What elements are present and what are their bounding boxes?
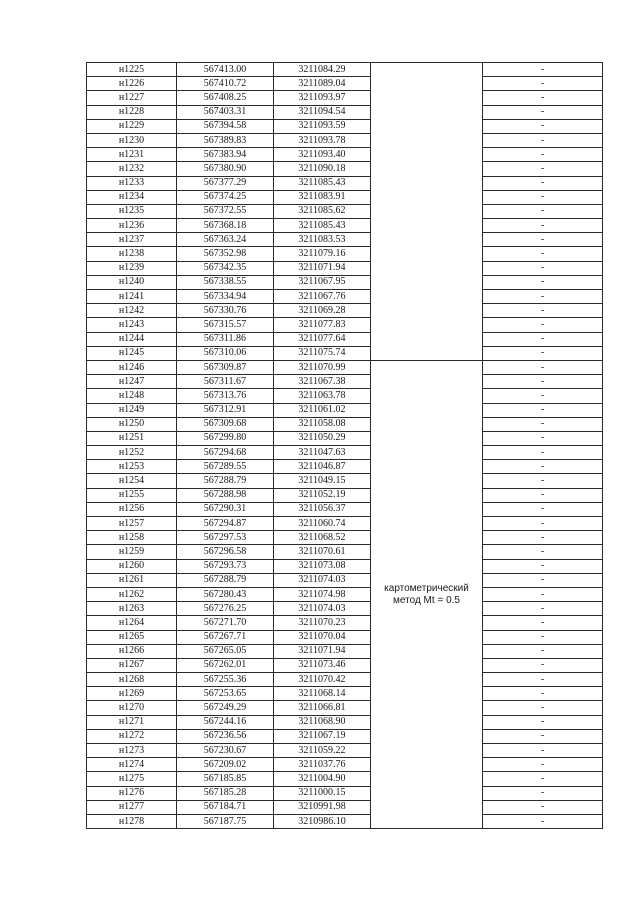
x-coordinate-cell: 567310.06 bbox=[177, 346, 274, 360]
x-coordinate-cell: 567368.18 bbox=[177, 219, 274, 233]
table-row bbox=[87, 431, 603, 445]
table-row bbox=[87, 133, 603, 147]
y-coordinate-cell: 3211070.42 bbox=[274, 673, 371, 687]
y-coordinate-cell: 3211074.98 bbox=[274, 587, 371, 601]
y-coordinate-cell: 3210991.98 bbox=[274, 800, 371, 814]
table-row bbox=[87, 375, 603, 389]
x-coordinate-cell: 567330.76 bbox=[177, 304, 274, 318]
table-row bbox=[87, 261, 603, 275]
point-name-cell: н1235 bbox=[87, 204, 177, 218]
y-coordinate-cell: 3211085.43 bbox=[274, 176, 371, 190]
accuracy-dash-cell: - bbox=[483, 219, 603, 233]
x-coordinate-cell: 567315.57 bbox=[177, 318, 274, 332]
y-coordinate-cell: 3211068.14 bbox=[274, 687, 371, 701]
table-row bbox=[87, 204, 603, 218]
table-row bbox=[87, 488, 603, 502]
y-coordinate-cell: 3211094.54 bbox=[274, 105, 371, 119]
y-coordinate-cell: 3211079.16 bbox=[274, 247, 371, 261]
x-coordinate-cell: 567352.98 bbox=[177, 247, 274, 261]
y-coordinate-cell: 3211069.28 bbox=[274, 304, 371, 318]
point-name-cell: н1276 bbox=[87, 786, 177, 800]
accuracy-dash-cell: - bbox=[483, 247, 603, 261]
accuracy-dash-cell: - bbox=[483, 162, 603, 176]
x-coordinate-cell: 567267.71 bbox=[177, 630, 274, 644]
point-name-cell: н1241 bbox=[87, 290, 177, 304]
x-coordinate-cell: 567187.75 bbox=[177, 814, 274, 828]
accuracy-dash-cell: - bbox=[483, 786, 603, 800]
y-coordinate-cell: 3211084.29 bbox=[274, 63, 371, 77]
y-coordinate-cell: 3211093.78 bbox=[274, 133, 371, 147]
point-name-cell: н1269 bbox=[87, 687, 177, 701]
x-coordinate-cell: 567185.28 bbox=[177, 786, 274, 800]
point-name-cell: н1228 bbox=[87, 105, 177, 119]
accuracy-dash-cell: - bbox=[483, 105, 603, 119]
accuracy-dash-cell: - bbox=[483, 77, 603, 91]
x-coordinate-cell: 567377.29 bbox=[177, 176, 274, 190]
coordinates-table-body bbox=[87, 63, 603, 829]
y-coordinate-cell: 3211067.95 bbox=[274, 275, 371, 289]
accuracy-dash-cell: - bbox=[483, 332, 603, 346]
table-row bbox=[87, 63, 603, 77]
point-name-cell: н1256 bbox=[87, 502, 177, 516]
table-row bbox=[87, 460, 603, 474]
x-coordinate-cell: 567372.55 bbox=[177, 204, 274, 218]
point-name-cell: н1236 bbox=[87, 219, 177, 233]
x-coordinate-cell: 567262.01 bbox=[177, 658, 274, 672]
y-coordinate-cell: 3211061.02 bbox=[274, 403, 371, 417]
table-row bbox=[87, 602, 603, 616]
y-coordinate-cell: 3211071.94 bbox=[274, 261, 371, 275]
point-name-cell: н1250 bbox=[87, 417, 177, 431]
y-coordinate-cell: 3211085.62 bbox=[274, 204, 371, 218]
point-name-cell: н1248 bbox=[87, 389, 177, 403]
x-coordinate-cell: 567265.05 bbox=[177, 644, 274, 658]
accuracy-dash-cell: - bbox=[483, 63, 603, 77]
accuracy-dash-cell: - bbox=[483, 687, 603, 701]
point-name-cell: н1232 bbox=[87, 162, 177, 176]
x-coordinate-cell: 567389.83 bbox=[177, 133, 274, 147]
table-row bbox=[87, 275, 603, 289]
x-coordinate-cell: 567334.94 bbox=[177, 290, 274, 304]
table-row bbox=[87, 247, 603, 261]
y-coordinate-cell: 3211073.46 bbox=[274, 658, 371, 672]
x-coordinate-cell: 567289.55 bbox=[177, 460, 274, 474]
accuracy-dash-cell: - bbox=[483, 417, 603, 431]
method-label-line2: метод Mt = 0.5 bbox=[393, 594, 460, 606]
x-coordinate-cell: 567374.25 bbox=[177, 190, 274, 204]
y-coordinate-cell: 3211052.19 bbox=[274, 488, 371, 502]
coordinates-table bbox=[86, 62, 603, 829]
x-coordinate-cell: 567280.43 bbox=[177, 587, 274, 601]
x-coordinate-cell: 567244.16 bbox=[177, 715, 274, 729]
y-coordinate-cell: 3211074.03 bbox=[274, 573, 371, 587]
y-coordinate-cell: 3211037.76 bbox=[274, 758, 371, 772]
y-coordinate-cell: 3210986.10 bbox=[274, 814, 371, 828]
accuracy-dash-cell: - bbox=[483, 176, 603, 190]
x-coordinate-cell: 567410.72 bbox=[177, 77, 274, 91]
y-coordinate-cell: 3211056.37 bbox=[274, 502, 371, 516]
point-name-cell: н1254 bbox=[87, 474, 177, 488]
accuracy-dash-cell: - bbox=[483, 375, 603, 389]
x-coordinate-cell: 567363.24 bbox=[177, 233, 274, 247]
table-row bbox=[87, 587, 603, 601]
table-row bbox=[87, 687, 603, 701]
table-row bbox=[87, 290, 603, 304]
table-row bbox=[87, 502, 603, 516]
accuracy-dash-cell: - bbox=[483, 91, 603, 105]
table-row bbox=[87, 119, 603, 133]
point-name-cell: н1278 bbox=[87, 814, 177, 828]
x-coordinate-cell: 567413.00 bbox=[177, 63, 274, 77]
point-name-cell: н1251 bbox=[87, 431, 177, 445]
y-coordinate-cell: 3211050.29 bbox=[274, 431, 371, 445]
table-row bbox=[87, 673, 603, 687]
point-name-cell: н1242 bbox=[87, 304, 177, 318]
accuracy-dash-cell: - bbox=[483, 190, 603, 204]
table-row bbox=[87, 800, 603, 814]
accuracy-dash-cell: - bbox=[483, 517, 603, 531]
x-coordinate-cell: 567288.98 bbox=[177, 488, 274, 502]
accuracy-dash-cell: - bbox=[483, 673, 603, 687]
point-name-cell: н1237 bbox=[87, 233, 177, 247]
accuracy-dash-cell: - bbox=[483, 658, 603, 672]
x-coordinate-cell: 567394.58 bbox=[177, 119, 274, 133]
accuracy-dash-cell: - bbox=[483, 559, 603, 573]
point-name-cell: н1252 bbox=[87, 446, 177, 460]
x-coordinate-cell: 567311.67 bbox=[177, 375, 274, 389]
point-name-cell: н1259 bbox=[87, 545, 177, 559]
table-row bbox=[87, 233, 603, 247]
x-coordinate-cell: 567403.31 bbox=[177, 105, 274, 119]
accuracy-dash-cell: - bbox=[483, 758, 603, 772]
table-row bbox=[87, 715, 603, 729]
accuracy-dash-cell: - bbox=[483, 233, 603, 247]
accuracy-dash-cell: - bbox=[483, 545, 603, 559]
x-coordinate-cell: 567299.80 bbox=[177, 431, 274, 445]
x-coordinate-cell: 567309.87 bbox=[177, 360, 274, 374]
x-coordinate-cell: 567309.68 bbox=[177, 417, 274, 431]
point-name-cell: н1226 bbox=[87, 77, 177, 91]
table-row bbox=[87, 91, 603, 105]
point-name-cell: н1257 bbox=[87, 517, 177, 531]
x-coordinate-cell: 567290.31 bbox=[177, 502, 274, 516]
accuracy-dash-cell: - bbox=[483, 261, 603, 275]
point-name-cell: н1273 bbox=[87, 744, 177, 758]
y-coordinate-cell: 3211074.03 bbox=[274, 602, 371, 616]
point-name-cell: н1238 bbox=[87, 247, 177, 261]
point-name-cell: н1225 bbox=[87, 63, 177, 77]
point-name-cell: н1234 bbox=[87, 190, 177, 204]
point-name-cell: н1266 bbox=[87, 644, 177, 658]
table-row bbox=[87, 814, 603, 828]
table-row bbox=[87, 630, 603, 644]
y-coordinate-cell: 3211070.61 bbox=[274, 545, 371, 559]
y-coordinate-cell: 3211047.63 bbox=[274, 446, 371, 460]
x-coordinate-cell: 567380.90 bbox=[177, 162, 274, 176]
x-coordinate-cell: 567253.65 bbox=[177, 687, 274, 701]
point-name-cell: н1264 bbox=[87, 616, 177, 630]
table-row bbox=[87, 176, 603, 190]
point-name-cell: н1277 bbox=[87, 800, 177, 814]
table-row bbox=[87, 658, 603, 672]
y-coordinate-cell: 3211067.19 bbox=[274, 729, 371, 743]
accuracy-dash-cell: - bbox=[483, 446, 603, 460]
x-coordinate-cell: 567313.76 bbox=[177, 389, 274, 403]
point-name-cell: н1262 bbox=[87, 587, 177, 601]
x-coordinate-cell: 567184.71 bbox=[177, 800, 274, 814]
y-coordinate-cell: 3211058.08 bbox=[274, 417, 371, 431]
accuracy-dash-cell: - bbox=[483, 772, 603, 786]
accuracy-dash-cell: - bbox=[483, 573, 603, 587]
x-coordinate-cell: 567209.02 bbox=[177, 758, 274, 772]
x-coordinate-cell: 567271.70 bbox=[177, 616, 274, 630]
x-coordinate-cell: 567293.73 bbox=[177, 559, 274, 573]
accuracy-dash-cell: - bbox=[483, 630, 603, 644]
point-name-cell: н1249 bbox=[87, 403, 177, 417]
table-row bbox=[87, 517, 603, 531]
y-coordinate-cell: 3211071.94 bbox=[274, 644, 371, 658]
point-name-cell: н1260 bbox=[87, 559, 177, 573]
method-cell-lower bbox=[371, 360, 483, 828]
x-coordinate-cell: 567312.91 bbox=[177, 403, 274, 417]
accuracy-dash-cell: - bbox=[483, 474, 603, 488]
accuracy-dash-cell: - bbox=[483, 403, 603, 417]
x-coordinate-cell: 567288.79 bbox=[177, 474, 274, 488]
y-coordinate-cell: 3211083.91 bbox=[274, 190, 371, 204]
method-cell-upper bbox=[371, 63, 483, 361]
table-row bbox=[87, 729, 603, 743]
y-coordinate-cell: 3211073.08 bbox=[274, 559, 371, 573]
table-row bbox=[87, 701, 603, 715]
accuracy-dash-cell: - bbox=[483, 531, 603, 545]
table-row bbox=[87, 474, 603, 488]
point-name-cell: н1240 bbox=[87, 275, 177, 289]
point-name-cell: н1271 bbox=[87, 715, 177, 729]
point-name-cell: н1246 bbox=[87, 360, 177, 374]
y-coordinate-cell: 3211093.97 bbox=[274, 91, 371, 105]
accuracy-dash-cell: - bbox=[483, 360, 603, 374]
table-row bbox=[87, 332, 603, 346]
y-coordinate-cell: 3211067.38 bbox=[274, 375, 371, 389]
y-coordinate-cell: 3211000.15 bbox=[274, 786, 371, 800]
y-coordinate-cell: 3211059.22 bbox=[274, 744, 371, 758]
y-coordinate-cell: 3211063.78 bbox=[274, 389, 371, 403]
table-row bbox=[87, 758, 603, 772]
table-row bbox=[87, 304, 603, 318]
point-name-cell: н1267 bbox=[87, 658, 177, 672]
y-coordinate-cell: 3211066.81 bbox=[274, 701, 371, 715]
point-name-cell: н1274 bbox=[87, 758, 177, 772]
point-name-cell: н1268 bbox=[87, 673, 177, 687]
x-coordinate-cell: 567311.86 bbox=[177, 332, 274, 346]
table-row bbox=[87, 148, 603, 162]
table-row bbox=[87, 573, 603, 587]
y-coordinate-cell: 3211090.18 bbox=[274, 162, 371, 176]
table-row bbox=[87, 360, 603, 374]
accuracy-dash-cell: - bbox=[483, 701, 603, 715]
x-coordinate-cell: 567276.25 bbox=[177, 602, 274, 616]
accuracy-dash-cell: - bbox=[483, 204, 603, 218]
accuracy-dash-cell: - bbox=[483, 715, 603, 729]
y-coordinate-cell: 3211093.59 bbox=[274, 119, 371, 133]
point-name-cell: н1233 bbox=[87, 176, 177, 190]
method-label-line1: картометрический bbox=[384, 582, 469, 594]
point-name-cell: н1231 bbox=[87, 148, 177, 162]
x-coordinate-cell: 567297.53 bbox=[177, 531, 274, 545]
table-row bbox=[87, 446, 603, 460]
y-coordinate-cell: 3211070.99 bbox=[274, 360, 371, 374]
accuracy-dash-cell: - bbox=[483, 729, 603, 743]
accuracy-dash-cell: - bbox=[483, 304, 603, 318]
table-row bbox=[87, 105, 603, 119]
accuracy-dash-cell: - bbox=[483, 616, 603, 630]
table-row bbox=[87, 744, 603, 758]
table-row bbox=[87, 531, 603, 545]
point-name-cell: н1253 bbox=[87, 460, 177, 474]
accuracy-dash-cell: - bbox=[483, 318, 603, 332]
point-name-cell: н1245 bbox=[87, 346, 177, 360]
y-coordinate-cell: 3211070.23 bbox=[274, 616, 371, 630]
x-coordinate-cell: 567249.29 bbox=[177, 701, 274, 715]
x-coordinate-cell: 567255.36 bbox=[177, 673, 274, 687]
point-name-cell: н1239 bbox=[87, 261, 177, 275]
point-name-cell: н1247 bbox=[87, 375, 177, 389]
x-coordinate-cell: 567383.94 bbox=[177, 148, 274, 162]
point-name-cell: н1244 bbox=[87, 332, 177, 346]
y-coordinate-cell: 3211093.40 bbox=[274, 148, 371, 162]
point-name-cell: н1229 bbox=[87, 119, 177, 133]
table-row bbox=[87, 346, 603, 360]
accuracy-dash-cell: - bbox=[483, 389, 603, 403]
accuracy-dash-cell: - bbox=[483, 814, 603, 828]
table-row bbox=[87, 417, 603, 431]
table-row bbox=[87, 772, 603, 786]
accuracy-dash-cell: - bbox=[483, 431, 603, 445]
y-coordinate-cell: 3211046.87 bbox=[274, 460, 371, 474]
table-row bbox=[87, 616, 603, 630]
x-coordinate-cell: 567294.68 bbox=[177, 446, 274, 460]
accuracy-dash-cell: - bbox=[483, 800, 603, 814]
table-row bbox=[87, 403, 603, 417]
table-row bbox=[87, 389, 603, 403]
accuracy-dash-cell: - bbox=[483, 587, 603, 601]
x-coordinate-cell: 567230.67 bbox=[177, 744, 274, 758]
accuracy-dash-cell: - bbox=[483, 488, 603, 502]
y-coordinate-cell: 3211049.15 bbox=[274, 474, 371, 488]
table-row bbox=[87, 219, 603, 233]
x-coordinate-cell: 567342.35 bbox=[177, 261, 274, 275]
accuracy-dash-cell: - bbox=[483, 119, 603, 133]
point-name-cell: н1265 bbox=[87, 630, 177, 644]
table-row bbox=[87, 77, 603, 91]
accuracy-dash-cell: - bbox=[483, 275, 603, 289]
table-row bbox=[87, 318, 603, 332]
point-name-cell: н1227 bbox=[87, 91, 177, 105]
y-coordinate-cell: 3211089.04 bbox=[274, 77, 371, 91]
point-name-cell: н1255 bbox=[87, 488, 177, 502]
x-coordinate-cell: 567294.87 bbox=[177, 517, 274, 531]
point-name-cell: н1230 bbox=[87, 133, 177, 147]
table-row bbox=[87, 644, 603, 658]
x-coordinate-cell: 567288.79 bbox=[177, 573, 274, 587]
x-coordinate-cell: 567236.56 bbox=[177, 729, 274, 743]
point-name-cell: н1258 bbox=[87, 531, 177, 545]
accuracy-dash-cell: - bbox=[483, 744, 603, 758]
y-coordinate-cell: 3211004.90 bbox=[274, 772, 371, 786]
y-coordinate-cell: 3211067.76 bbox=[274, 290, 371, 304]
point-name-cell: н1270 bbox=[87, 701, 177, 715]
point-name-cell: н1263 bbox=[87, 602, 177, 616]
y-coordinate-cell: 3211068.90 bbox=[274, 715, 371, 729]
point-name-cell: н1243 bbox=[87, 318, 177, 332]
table-row bbox=[87, 162, 603, 176]
table-row bbox=[87, 786, 603, 800]
y-coordinate-cell: 3211075.74 bbox=[274, 346, 371, 360]
point-name-cell: н1272 bbox=[87, 729, 177, 743]
x-coordinate-cell: 567338.55 bbox=[177, 275, 274, 289]
accuracy-dash-cell: - bbox=[483, 346, 603, 360]
accuracy-dash-cell: - bbox=[483, 644, 603, 658]
y-coordinate-cell: 3211070.04 bbox=[274, 630, 371, 644]
accuracy-dash-cell: - bbox=[483, 148, 603, 162]
x-coordinate-cell: 567185.85 bbox=[177, 772, 274, 786]
accuracy-dash-cell: - bbox=[483, 602, 603, 616]
table-row bbox=[87, 559, 603, 573]
point-name-cell: н1275 bbox=[87, 772, 177, 786]
x-coordinate-cell: 567408.25 bbox=[177, 91, 274, 105]
x-coordinate-cell: 567296.58 bbox=[177, 545, 274, 559]
accuracy-dash-cell: - bbox=[483, 133, 603, 147]
table-row bbox=[87, 545, 603, 559]
accuracy-dash-cell: - bbox=[483, 460, 603, 474]
y-coordinate-cell: 3211077.64 bbox=[274, 332, 371, 346]
y-coordinate-cell: 3211085.43 bbox=[274, 219, 371, 233]
accuracy-dash-cell: - bbox=[483, 502, 603, 516]
y-coordinate-cell: 3211060.74 bbox=[274, 517, 371, 531]
y-coordinate-cell: 3211077.83 bbox=[274, 318, 371, 332]
y-coordinate-cell: 3211083.53 bbox=[274, 233, 371, 247]
table-row bbox=[87, 190, 603, 204]
point-name-cell: н1261 bbox=[87, 573, 177, 587]
accuracy-dash-cell: - bbox=[483, 290, 603, 304]
y-coordinate-cell: 3211068.52 bbox=[274, 531, 371, 545]
